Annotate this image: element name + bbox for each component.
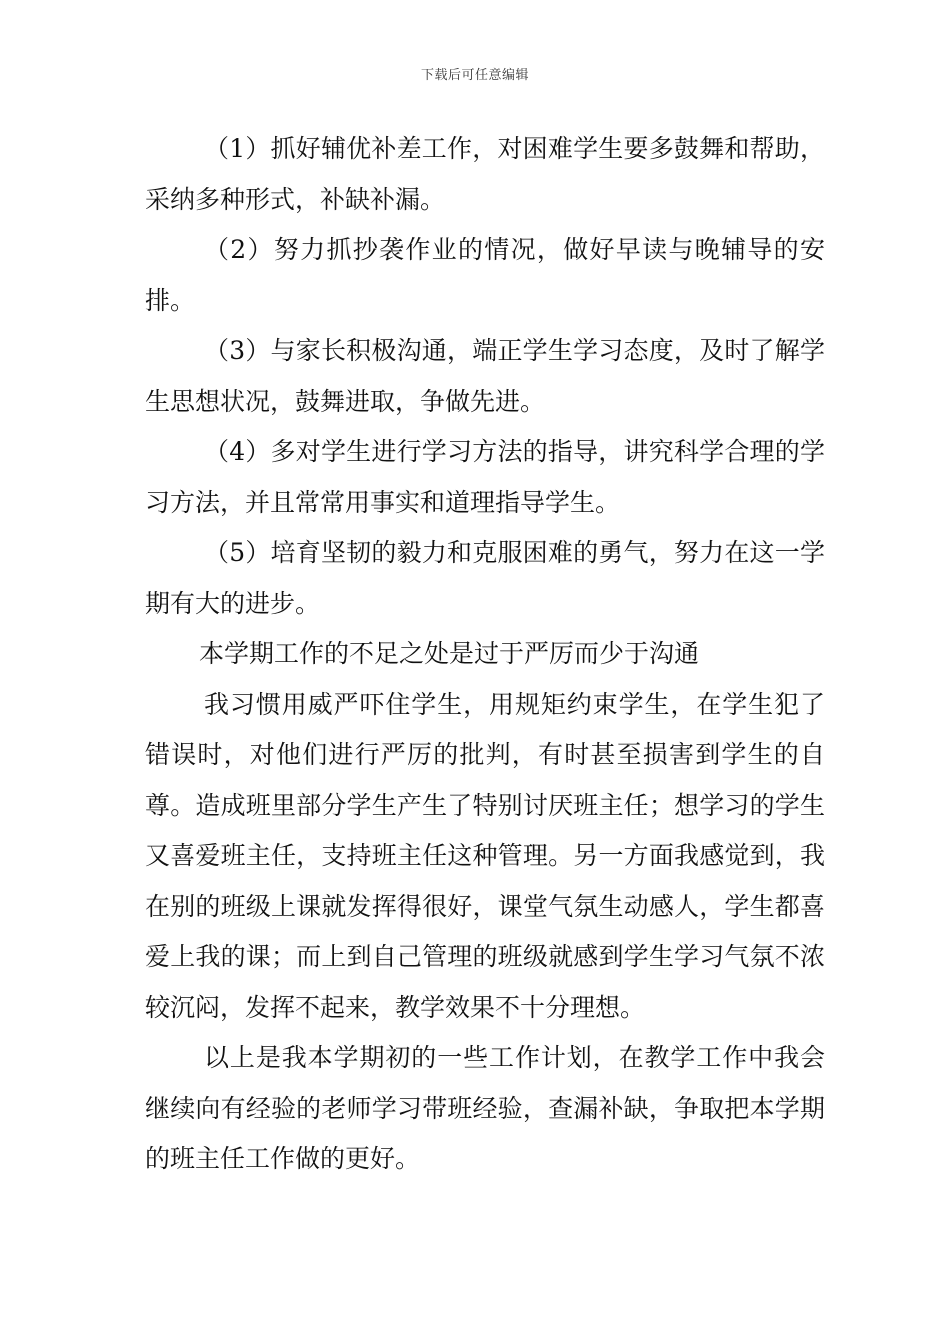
paragraph-item-4: （4）多对学生进行学习方法的指导，讲究科学合理的学习方法，并且常常用事实和道理指导学生。 <box>145 437 825 517</box>
paragraph-item-1: （1）抓好辅优补差工作，对困难学生要多鼓舞和帮助，采纳多种形式，补缺补漏。 <box>145 134 825 214</box>
paragraph-item-3: （3）与家长积极沟通，端正学生学习态度，及时了解学生思想状况，鼓舞进取，争做先进。 <box>145 336 825 416</box>
paragraph-conclusion: 以上是我本学期初的一些工作计划，在教学工作中我会继续向有经验的老师学习带班经验，查漏补缺，争取把本学期的班主任工作做的更好。 <box>145 1043 825 1173</box>
page-header: 下载后可任意编辑 <box>420 68 529 83</box>
paragraph-reflection: 我习惯用威严吓住学生，用规矩约束学生，在学生犯了错误时，对他们进行严厉的批判，有时甚至损害到学生的自尊。造成班里部分学生产生了特别讨厌班主任；想学习的学生又喜爱班主任，支持班主任这种管理。另一方面我感觉到，我在别的班级上课就发挥得很好，课堂气氛生动感人，学生都喜爱上我的课；而上到自己管理的班级就感到学生学习气氛不浓较沉闷，发挥不起来，教学效果不十分理想。 <box>145 689 825 1022</box>
section-subheading: 本学期工作的不足之处是过于严厉而少于沟通 <box>199 639 700 668</box>
paragraph-item-5: （5）培育坚韧的毅力和克服困难的勇气，努力在这一学期有大的进步。 <box>145 538 825 618</box>
paragraph-item-2: （2）努力抓抄袭作业的情况，做好早读与晚辅导的安排。 <box>145 235 825 315</box>
document-body <box>145 124 825 1185</box>
